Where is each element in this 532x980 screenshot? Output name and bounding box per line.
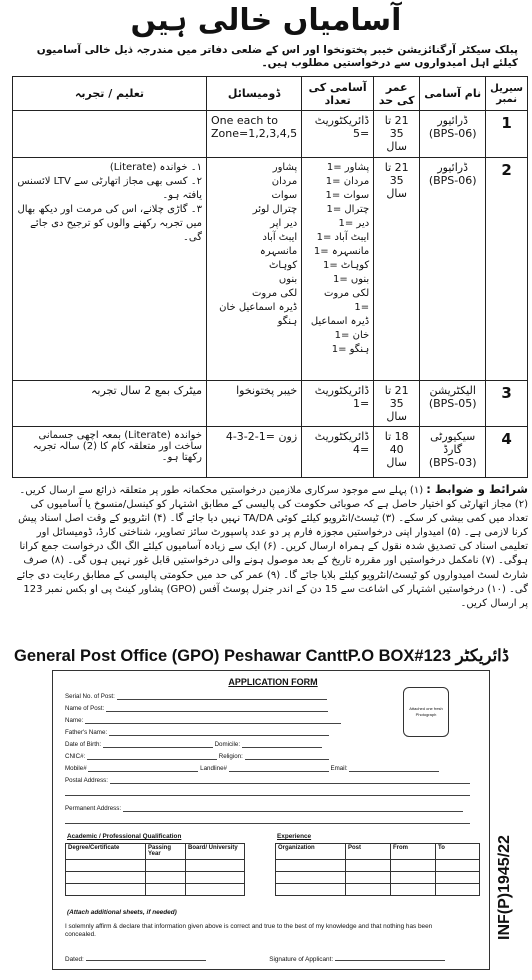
row3-serial: 3 xyxy=(486,380,528,427)
row4-education: خواندہ (Literate) بمعہ اچھی جسمانی ساخت اور متعلقہ کام کا (2) سالہ تجربہ رکھتا ہو۔ xyxy=(13,427,207,478)
field-contact[interactable]: Mobile# Landline# Email: xyxy=(65,765,439,772)
list-item: ایبٹ آباد xyxy=(262,232,298,243)
field-postal-address[interactable]: Postal Address: xyxy=(65,777,470,784)
list-item: پشاور xyxy=(272,162,298,173)
photo-box: Attached one fresh Photograph xyxy=(403,687,449,737)
signature-field[interactable] xyxy=(335,955,445,961)
experience-header-org: Organization xyxy=(276,844,346,860)
list-item: ۲۔ کسی بھی مجاز اتھارٹی سے LTV لائسنس یافتہ ہو۔ xyxy=(17,176,202,201)
table-row[interactable] xyxy=(66,872,245,884)
row2-domicile xyxy=(206,158,301,381)
list-item: چترال =1 xyxy=(326,204,370,215)
row1-post xyxy=(420,111,486,158)
attach-note: (Attach additional sheets, if needed) xyxy=(67,909,177,916)
row1-age-unit: سال xyxy=(386,140,407,154)
row3-post xyxy=(420,380,486,427)
header-serial: سیریل نمبر xyxy=(486,77,528,111)
list-item: ہنگو xyxy=(277,316,298,327)
header-domicile: ڈومیسائل xyxy=(206,77,301,111)
list-item: ۳۔ گاڑی چلانے، اس کی مرمت اور دیکھ بھال میں تجربہ رکھنے والوں کو ترجیح دی جائے گی۔ xyxy=(17,204,202,243)
row1-age-range: 21 تا 35 xyxy=(384,114,409,141)
list-item: ہنگو =1 xyxy=(331,344,370,355)
gpo-address: General Post Office (GPO) Peshawar CanttP.O BOX#123 xyxy=(14,647,452,665)
list-item: لکی مروت =1 xyxy=(323,288,370,313)
list-item: بنوں xyxy=(278,274,298,285)
header-age: عمر کی حد xyxy=(374,77,420,111)
row3-count: ڈائریکٹوریٹ =1 xyxy=(302,380,374,427)
terms-conditions xyxy=(12,482,528,611)
list-item: ۱۔ خواندہ (Literate) xyxy=(109,162,202,173)
list-item: دیر اپر xyxy=(270,218,298,229)
field-father-name[interactable]: Father's Name: xyxy=(65,729,329,736)
list-item: ڈیرہ اسماعیل خان =1 xyxy=(310,316,370,341)
intro-text: پبلک سیکٹر آرگنائزیشن خیبر پختونخوا اور اس کے ضلعی دفاتر میں مندرجہ ذیل خالی آسامیوں کیلئے اہل امیدواروں سے درخواستیں مطلوب ہیں۔ xyxy=(36,44,518,69)
list-item: مانسہرہ xyxy=(259,246,298,257)
table-row xyxy=(13,111,528,158)
table-row xyxy=(13,427,528,478)
row1-post-name: ڈرائیور xyxy=(437,114,469,128)
table-header-row xyxy=(13,77,528,111)
academic-header-degree: Degree/Certificate xyxy=(66,844,146,860)
table-row xyxy=(13,380,528,427)
row1-bps: (BPS-06) xyxy=(428,127,477,141)
experience-header-from: From xyxy=(391,844,436,860)
academic-header-year: Passing Year xyxy=(146,844,186,860)
row3-domicile: خیبر پختونخوا xyxy=(206,380,301,427)
list-item: ڈیرہ اسماعیل خان xyxy=(219,302,298,313)
list-item: ایبٹ آباد =1 xyxy=(316,232,370,243)
row1-count: ڈائریکٹوریٹ =5 xyxy=(302,111,374,158)
list-item: کوہاٹ xyxy=(268,260,298,271)
terms-title: شرائط و ضوابط : xyxy=(426,482,528,496)
header-count: آسامی کی تعداد xyxy=(302,77,374,111)
experience-header-post: Post xyxy=(346,844,391,860)
field-postal-address-line2[interactable] xyxy=(65,789,470,796)
row2-post xyxy=(420,158,486,381)
experience-header-to: To xyxy=(436,844,480,860)
table-row[interactable] xyxy=(276,860,480,872)
page-title: آسامیاں خالی ہیں xyxy=(130,3,402,38)
row1-serial: 1 xyxy=(486,111,528,158)
vacancy-table xyxy=(12,76,528,478)
row2-age xyxy=(374,158,420,381)
row2-post-name: ڈرائیور xyxy=(437,161,469,174)
experience-table xyxy=(275,843,480,896)
declaration: I solemnly affirm & declare that information given above is correct and true to the best of my knowledge and that nothing has been concealed. xyxy=(65,923,433,938)
director-label: ڈائریکٹر xyxy=(455,647,510,665)
list-item: چترال لوئر xyxy=(252,204,298,215)
row4-bps: (BPS-03) xyxy=(428,456,477,470)
row4-domicile: زون =1-2-3-4 xyxy=(206,427,301,478)
row2-age-range: 21 تا 35 xyxy=(384,161,409,187)
row3-age-unit: سال xyxy=(386,409,407,423)
list-item: سوات xyxy=(271,190,298,201)
experience-title: Experience xyxy=(277,833,312,840)
list-item: مردان xyxy=(271,176,298,187)
row2-education xyxy=(13,158,207,381)
list-item: بنوں =1 xyxy=(332,274,370,285)
table-row[interactable] xyxy=(66,860,245,872)
gpo-address-line xyxy=(14,646,514,666)
row4-age-unit: سال xyxy=(386,456,407,470)
field-name-post[interactable]: Name of Post: xyxy=(65,705,328,712)
list-item: کوہاٹ =1 xyxy=(323,260,370,271)
row3-age xyxy=(374,380,420,427)
row4-post xyxy=(420,427,486,478)
header-post: نام آسامی xyxy=(420,77,486,111)
table-row[interactable] xyxy=(276,872,480,884)
row4-age-range: 18 تا 40 xyxy=(384,430,409,457)
list-item: پشاور =1 xyxy=(326,162,370,173)
dated-field[interactable] xyxy=(86,955,206,961)
row3-age-range: 21 تا 35 xyxy=(384,383,409,410)
list-item: سوات =1 xyxy=(325,190,370,201)
row3-post-name: الیکٹریشن xyxy=(429,383,476,397)
table-row[interactable] xyxy=(276,884,480,896)
row4-count: ڈائریکٹوریٹ =4 xyxy=(302,427,374,478)
field-serial-post[interactable]: Serial No. of Post: xyxy=(65,693,327,700)
row1-age xyxy=(374,111,420,158)
academic-title: Academic / Professional Qualification xyxy=(67,833,182,840)
table-row xyxy=(13,158,528,381)
form-title: APPLICATION FORM xyxy=(228,677,318,687)
row4-post-name: سیکیورٹی گارڈ xyxy=(430,430,476,457)
field-name[interactable]: Name: xyxy=(65,717,341,724)
field-dob-domicile[interactable]: Date of Birth: Domicile: xyxy=(65,741,322,748)
list-item: دیر =1 xyxy=(338,218,370,229)
academic-table xyxy=(65,843,245,896)
row1-education xyxy=(13,111,207,158)
row1-domicile: One each to Zone=1,2,3,4,5 xyxy=(206,111,301,158)
row2-serial: 2 xyxy=(486,158,528,381)
row2-age-unit: سال xyxy=(386,187,407,200)
row3-education: میٹرک بمع 2 سال تجربہ xyxy=(13,380,207,427)
row3-bps: (BPS-05) xyxy=(428,396,477,410)
application-form xyxy=(52,670,490,970)
field-permanent-address[interactable]: Permanent Address: xyxy=(65,805,463,812)
field-cnic-religion[interactable]: CNIC#: Religion: xyxy=(65,753,329,760)
table-row[interactable] xyxy=(66,884,245,896)
terms-text: (۱) پہلے سے موجود سرکاری ملازمین درخواستیں محکمانہ طور پر متعلقہ ذرائع سے ارسال کریں۔ (۲) مجاز اتھارٹی کو اختیار حاصل ہے کہ صوبائی حکومت کی پالیسی کے مطابق اشتہار کو کینسل/منسوخ یا آسامیوں کی تعداد میں کمی بیشی کر سکے۔ (۳) ٹیسٹ/انٹرویو کیلئے کوئی TA/DA نہیں دیا جائے گا۔ (۴) انٹرویو کے وقت اصل اسناد پیش کرنا لازمی ہے۔ (۵) امیدوار اپنی درخواستیں مجوزہ فارم پر دو عدد پاسپورٹ سائز تصاویر، شناختی کارڈ، ڈومیسائل اور تعلیمی اسناد کی تصدیق شدہ نقول کے ہمراہ ارسال کریں۔ (۶) ایک سے زیادہ آسامیوں کیلئے الگ الگ درخواست جمع کرانا ہوگی۔ (۷) نامکمل درخواستیں اور مقررہ تاریخ کے بعد موصول ہونے والی درخواستیں قابل غور نہیں ہوں گی۔ (۸) صرف شارٹ لسٹ امیدواروں کو ٹیسٹ/انٹرویو کیلئے بلایا جائے گا۔ (۹) عمر کی حد میں حکومتی پالیسی کے مطابق رعایت دی جائے گی۔ (۱۰) درخواستیں اشتہار کی اشاعت سے 15 دن کے اندر جنرل پوسٹ آفس (GPO) پشاور کینٹ پی او بکس نمبر 123 پر ارسال کریں۔ xyxy=(16,485,528,609)
list-item: لکی مروت xyxy=(251,288,298,299)
list-item: مردان =1 xyxy=(325,176,370,187)
header-education: تعلیم / تجربہ xyxy=(13,77,207,111)
list-item: مانسہرہ =1 xyxy=(313,246,370,257)
inf-code: INF(P)1945/22 xyxy=(496,835,513,940)
academic-header-board: Board/ University xyxy=(186,844,245,860)
row2-count xyxy=(302,158,374,381)
signature-label: Signature of Applicant: xyxy=(269,956,334,963)
field-permanent-address-line2[interactable] xyxy=(65,817,470,824)
signature-row xyxy=(65,955,485,963)
row4-serial: 4 xyxy=(486,427,528,478)
row2-bps: (BPS-06) xyxy=(428,174,477,187)
dated-label: Dated: xyxy=(65,956,84,963)
row4-age xyxy=(374,427,420,478)
